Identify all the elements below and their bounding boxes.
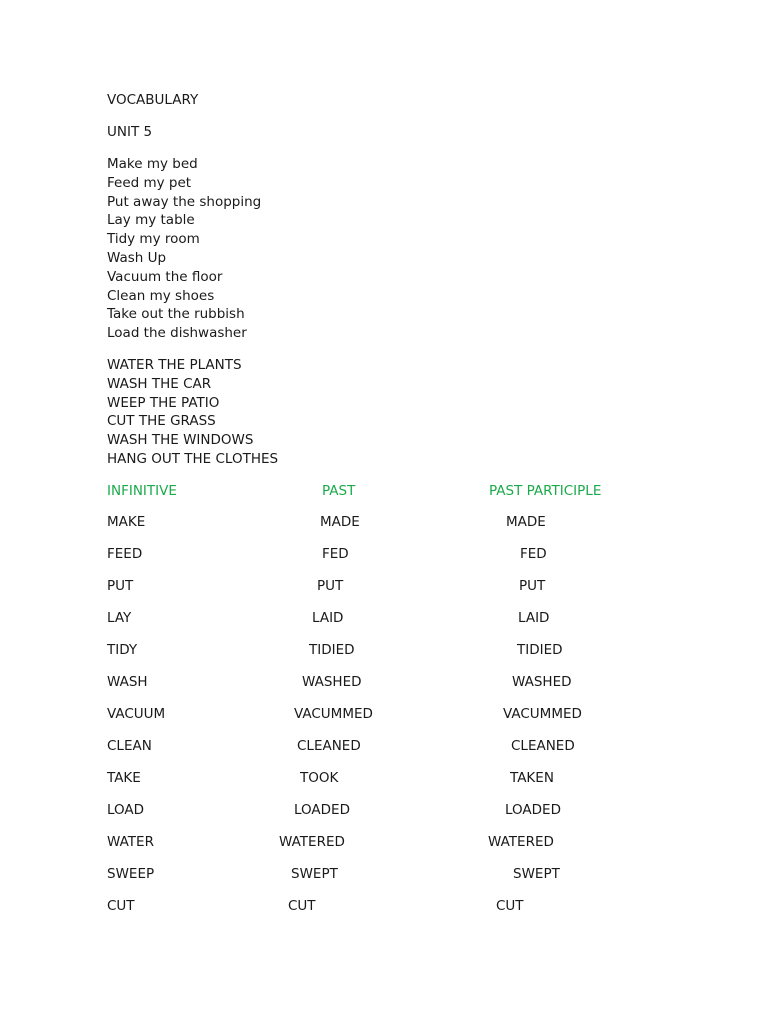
phrase-item: Vacuum the floor bbox=[107, 268, 223, 285]
past-participle-cell: TAKEN bbox=[510, 769, 554, 786]
infinitive-cell: TIDY bbox=[107, 641, 138, 658]
past-participle-cell: LOADED bbox=[505, 801, 561, 818]
phrase-item: Lay my table bbox=[107, 212, 195, 229]
past-participle-cell: WASHED bbox=[512, 673, 572, 690]
phrase-item: Take out the rubbish bbox=[107, 306, 245, 323]
verb-row bbox=[107, 577, 707, 609]
verb-row bbox=[107, 545, 707, 577]
verb-row bbox=[107, 737, 707, 769]
past-cell: TOOK bbox=[300, 769, 339, 786]
past-participle-cell: CLEANED bbox=[511, 737, 575, 754]
infinitive-cell: WATER bbox=[107, 833, 154, 850]
uppercase-phrase-item: HANG OUT THE CLOTHES bbox=[107, 450, 279, 467]
infinitive-cell: FEED bbox=[107, 545, 143, 562]
past-participle-header: PAST PARTICIPLE bbox=[489, 482, 602, 499]
past-participle-cell: VACUMMED bbox=[503, 705, 582, 722]
infinitive-cell: TAKE bbox=[107, 769, 141, 786]
past-cell: LAID bbox=[312, 609, 344, 626]
verb-row bbox=[107, 641, 707, 673]
verb-row bbox=[107, 865, 707, 897]
past-cell: MADE bbox=[320, 513, 360, 530]
verb-row bbox=[107, 705, 707, 737]
phrase-item: Feed my pet bbox=[107, 174, 192, 191]
phrase-item: Put away the shopping bbox=[107, 193, 262, 210]
verb-row bbox=[107, 513, 707, 545]
past-cell: PUT bbox=[317, 577, 344, 594]
past-cell: TIDIED bbox=[309, 641, 355, 658]
past-cell: FED bbox=[322, 545, 349, 562]
past-participle-cell: WATERED bbox=[488, 833, 554, 850]
phrase-item: Make my bed bbox=[107, 156, 198, 172]
uppercase-phrase-item: WASH THE WINDOWS bbox=[107, 432, 254, 449]
past-cell: WASHED bbox=[302, 673, 362, 690]
uppercase-phrase-list bbox=[107, 356, 707, 469]
infinitive-cell: VACUUM bbox=[107, 705, 166, 722]
infinitive-cell: WASH bbox=[107, 673, 148, 690]
infinitive-cell: LAY bbox=[107, 609, 132, 626]
infinitive-cell: CUT bbox=[107, 897, 135, 914]
phrase-item: Clean my shoes bbox=[107, 287, 215, 304]
phrase-item: Load the dishwasher bbox=[107, 325, 247, 342]
infinitive-header: INFINITIVE bbox=[107, 482, 177, 499]
phrase-item: Tidy my room bbox=[107, 231, 200, 248]
past-cell: CLEANED bbox=[297, 737, 361, 754]
verb-table-header bbox=[107, 482, 707, 501]
unit-heading: UNIT 5 bbox=[107, 124, 153, 140]
past-participle-cell: PUT bbox=[519, 577, 546, 594]
past-cell: SWEPT bbox=[291, 865, 338, 882]
infinitive-cell: PUT bbox=[107, 577, 134, 594]
document-title: VOCABULARY bbox=[107, 92, 199, 108]
infinitive-cell: LOAD bbox=[107, 801, 145, 818]
past-participle-cell: CUT bbox=[496, 897, 524, 914]
infinitive-cell: MAKE bbox=[107, 513, 146, 530]
past-cell: CUT bbox=[288, 897, 316, 914]
past-cell: WATERED bbox=[279, 833, 345, 850]
verb-row bbox=[107, 801, 707, 833]
infinitive-cell: SWEEP bbox=[107, 865, 155, 882]
past-header: PAST bbox=[322, 482, 356, 499]
phrase-list bbox=[107, 155, 707, 343]
past-participle-cell: FED bbox=[520, 545, 547, 562]
past-cell: LOADED bbox=[294, 801, 350, 818]
verb-row bbox=[107, 833, 707, 865]
verb-row bbox=[107, 769, 707, 801]
past-participle-cell: LAID bbox=[518, 609, 550, 626]
verb-row bbox=[107, 897, 707, 929]
verb-row bbox=[107, 609, 707, 641]
past-participle-cell: MADE bbox=[506, 513, 546, 530]
past-participle-cell: TIDIED bbox=[517, 641, 563, 658]
document-page bbox=[107, 91, 707, 929]
past-cell: VACUMMED bbox=[294, 705, 373, 722]
uppercase-phrase-item: CUT THE GRASS bbox=[107, 413, 216, 430]
verb-row bbox=[107, 673, 707, 705]
uppercase-phrase-item: WASH THE CAR bbox=[107, 375, 212, 392]
infinitive-cell: CLEAN bbox=[107, 737, 152, 754]
phrase-item: Wash Up bbox=[107, 249, 167, 266]
verb-table bbox=[107, 513, 707, 929]
past-participle-cell: SWEPT bbox=[513, 865, 560, 882]
uppercase-phrase-item: WATER THE PLANTS bbox=[107, 356, 242, 373]
uppercase-phrase-item: WEEP THE PATIO bbox=[107, 394, 220, 411]
